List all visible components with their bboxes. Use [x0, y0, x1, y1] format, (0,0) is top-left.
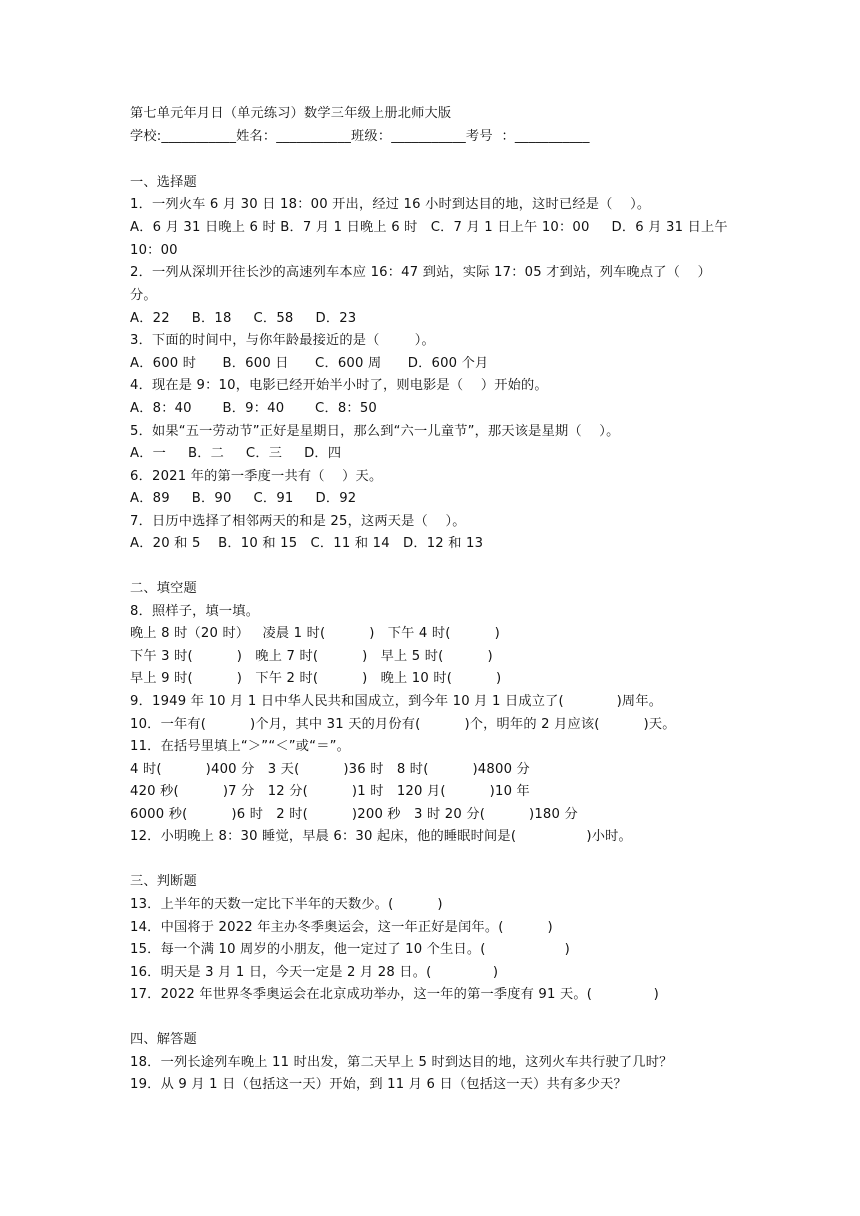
question-2: 2．一列从深圳开往长沙的高速列车本应 16：47 到站，实际 17：05 才到站，列车晚点了（ ） — [130, 265, 712, 280]
question-7-options: A．20 和 5 B．10 和 15 C．11 和 14 D．12 和 13 — [130, 536, 484, 551]
question-7: 7．日历中选择了相邻两天的和是 25，这两天是（ ）。 — [130, 514, 466, 529]
question-4-options: A．8：40 B．9：40 C．8：50 — [130, 401, 378, 416]
question-3-options: A．600 时 B．600 日 C．600 周 D．600 个月 — [130, 356, 489, 371]
question-1-options: A．6 月 31 日晚上 6 时 B．7 月 1 日晚上 6 时 C．7 月 1 日上午 10：00 D．6 月 31 日上午 — [130, 220, 728, 235]
question-3: 3．下面的时间中，与你年龄最接近的是（ ）。 — [130, 333, 435, 348]
question-13: 13．上半年的天数一定比下半年的天数少。( ) — [130, 897, 443, 912]
question-17: 17．2022 年世界冬季奥运会在北京成功举办，这一年的第一季度有 91 天。( ) — [130, 987, 659, 1002]
question-11-row-3: 6000 秒( )6 时 2 时( )200 秒 3 时 20 分( )180 分 — [130, 807, 578, 822]
question-6-options: A．89 B．90 C．91 D．92 — [130, 491, 357, 506]
student-info-line: 学校:___________姓名：___________班级：___________考号 ：___________ — [130, 129, 590, 144]
section-heading-judge: 三、判断题 — [130, 874, 197, 889]
question-5-options: A．一 B．二 C．三 D．四 — [130, 446, 342, 461]
question-16: 16．明天是 3 月 1 日，今天一定是 2 月 28 日。( ) — [130, 965, 499, 980]
question-8-row-1: 晚上 8 时（20 时） 凌晨 1 时( ) 下午 4 时( ) — [130, 626, 500, 641]
question-5: 5．如果“五一劳动节”正好是星期日，那么到“六一儿童节”，那天该是星期（ ）。 — [130, 424, 620, 439]
question-8-row-3: 早上 9 时( ) 下午 2 时( ) 晚上 10 时( ) — [130, 671, 502, 686]
question-8: 8．照样子，填一填。 — [130, 604, 260, 619]
question-18: 18．一列长途列车晚上 11 时出发，第二天早上 5 时到达目的地，这列火车共行驶了几时？ — [130, 1055, 673, 1070]
document-title: 第七单元年月日（单元练习）数学三年级上册北师大版 — [130, 106, 452, 121]
question-15: 15．每一个满 10 周岁的小朋友，他一定过了 10 个生日。( ) — [130, 942, 570, 957]
section-heading-choice: 一、选择题 — [130, 175, 197, 190]
question-19: 19．从 9 月 1 日（包括这一天）开始，到 11 月 6 日（包括这一天）共有多少天？ — [130, 1077, 627, 1092]
question-4: 4．现在是 9：10，电影已经开始半小时了，则电影是（ ）开始的。 — [130, 378, 548, 393]
question-11: 11．在括号里填上“＞”“＜”或“＝”。 — [130, 739, 351, 754]
question-2-options: A．22 B．18 C．58 D．23 — [130, 311, 357, 326]
question-14: 14．中国将于 2022 年主办冬季奥运会，这一年正好是闰年。( ) — [130, 920, 553, 935]
question-12: 12．小明晚上 8：30 睡觉，早晨 6：30 起床，他的睡眠时间是( )小时。 — [130, 829, 632, 844]
question-1: 1．一列火车 6 月 30 日 18：00 开出，经过 16 小时到达目的地，这时已经是（ ）。 — [130, 197, 651, 212]
question-11-row-1: 4 时( )400 分 3 天( )36 时 8 时( )4800 分 — [130, 762, 530, 777]
section-heading-answer: 四、解答题 — [130, 1032, 197, 1047]
question-1-options-cont: 10：00 — [130, 243, 178, 258]
question-8-row-2: 下午 3 时( ) 晚上 7 时( ) 早上 5 时( ) — [130, 649, 493, 664]
section-heading-fill: 二、填空题 — [130, 581, 197, 596]
question-9: 9．1949 年 10 月 1 日中华人民共和国成立，到今年 10 月 1 日成立了( )周年。 — [130, 694, 663, 709]
question-10: 10．一年有( )个月，其中 31 天的月份有( )个，明年的 2 月应该( )天。 — [130, 717, 676, 732]
question-2-cont: 分。 — [130, 288, 157, 303]
question-6: 6．2021 年的第一季度一共有（ ）天。 — [130, 469, 383, 484]
question-11-row-2: 420 秒( )7 分 12 分( )1 时 120 月( )10 年 — [130, 784, 530, 799]
